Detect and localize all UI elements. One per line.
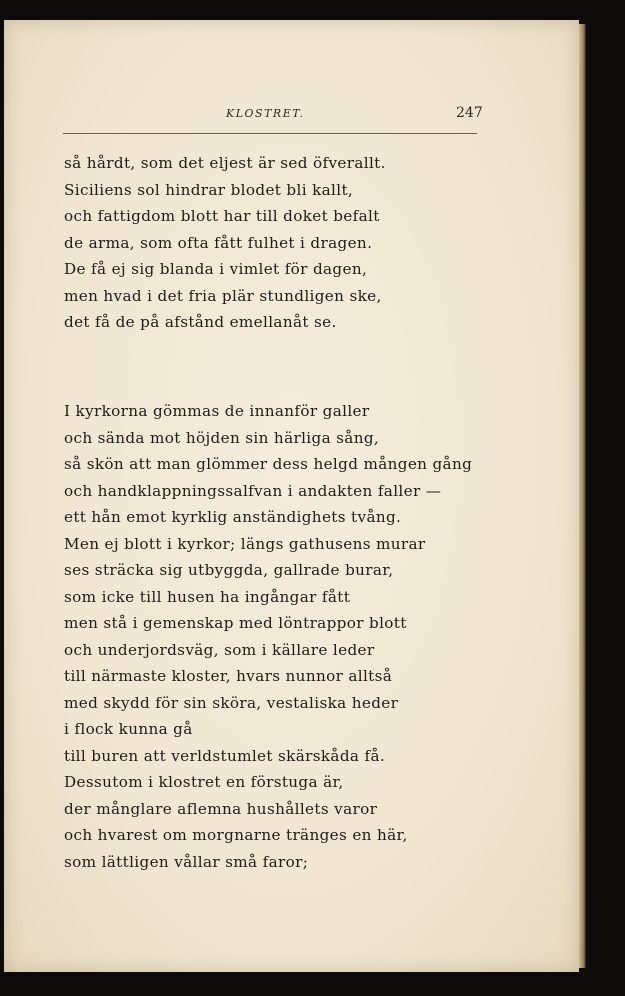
- poem-line: och hvarest om morgnarne tränges en här,: [64, 826, 408, 844]
- poem-line: der månglare aflemna hushållets varor: [64, 799, 378, 818]
- poem-line: I kyrkorna gömmas de innanför galler: [64, 402, 370, 420]
- poem-line: men hvad i det fria plär stundligen ske,: [64, 286, 382, 305]
- page-header: [4, 107, 579, 131]
- poem-line: och handklappningssalfvan i andakten faller —: [64, 481, 442, 500]
- poem-line: och sända mot höjden sin härliga sång,: [64, 428, 380, 447]
- running-title: KLOSTRET.: [226, 107, 305, 120]
- poem-line: ses sträcka sig utbyggda, gallrade burar,: [64, 561, 394, 579]
- stanza-2: [64, 398, 472, 875]
- poem-line: och underjordsväg, som i källare leder: [64, 640, 375, 659]
- page-number: 247: [456, 105, 483, 121]
- poem-line: som lättligen vållar små faror;: [64, 852, 309, 871]
- poem-line: i flock kunna gå: [64, 720, 193, 738]
- poem-line: till buren att verldstumlet skärskåda få.: [64, 746, 386, 765]
- header-rule: [63, 133, 477, 134]
- poem-line: så skön att man glömmer dess helgd mången gång: [64, 455, 473, 473]
- poem-line: Dessutom i klostret en förstuga är,: [64, 773, 344, 791]
- stanza-1: [64, 150, 386, 336]
- poem-line: och fattigdom blott har till doket befalt: [64, 207, 380, 225]
- poem-line: de arma, som ofta fått fulhet i dragen.: [64, 233, 373, 252]
- poem-line: med skydd för sin sköra, vestaliska heder: [64, 693, 399, 712]
- poem-line: det få de på afstånd emellanåt se.: [64, 313, 337, 331]
- poem-line: De få ej sig blanda i vimlet för dagen,: [64, 260, 368, 278]
- poem-line: till närmaste kloster, hvars nunnor alltså: [64, 667, 393, 685]
- poem-line: så hårdt, som det eljest är sed öfverallt.: [64, 154, 386, 172]
- poem-line: Men ej blott i kyrkor; längs gathusens murar: [64, 534, 426, 553]
- poem-line: ett hån emot kyrklig anständighets tvång.: [64, 508, 402, 526]
- poem-line: men stå i gemenskap med löntrappor blott: [64, 614, 407, 632]
- poem-line: Siciliens sol hindrar blodet bli kallt,: [64, 180, 354, 199]
- page-edge: [579, 24, 586, 968]
- book-page: [4, 20, 579, 972]
- poem-line: som icke till husen ha ingångar fått: [64, 587, 351, 606]
